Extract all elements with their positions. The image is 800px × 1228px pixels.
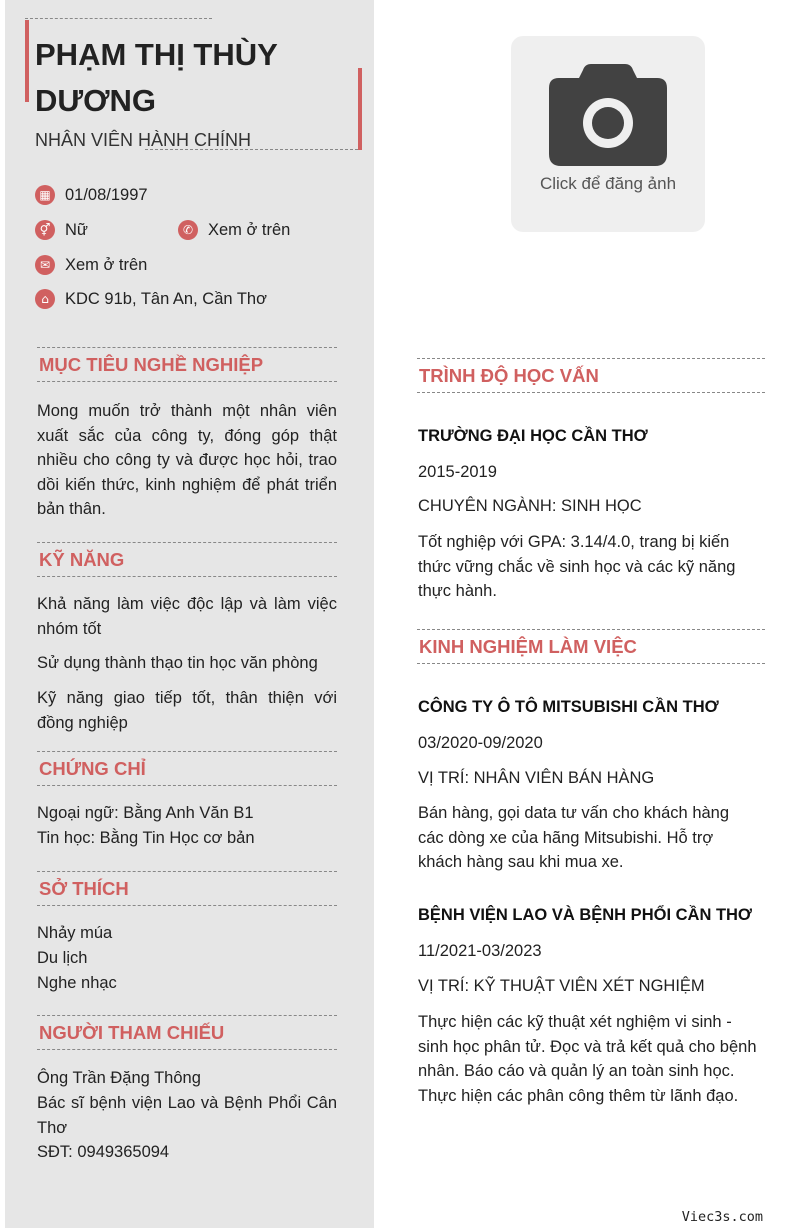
- certificate-item: Ngoại ngữ: Bằng Anh Văn B1: [37, 804, 254, 822]
- experience-heading: KINH NGHIỆM LÀM VIỆC: [417, 629, 765, 664]
- gender-value: Nữ: [65, 220, 88, 239]
- objective-text: Mong muốn trở thành một nhân viên xuất sắc của công ty, đóng góp thật nhiều cho công ty và được học hỏi, trao dồi kiến thức, kinh nghiệm để phát triển bản thân.: [37, 402, 337, 519]
- contact-address: [35, 289, 267, 309]
- email-value: Xem ở trên: [65, 255, 148, 274]
- experience-company: CÔNG TY Ô TÔ MITSUBISHI CẦN THƠ: [418, 698, 719, 716]
- header-accent-bar-right: [358, 68, 362, 150]
- skill-item: Kỹ năng giao tiếp tốt, thân thiện với đồng nghiệp: [37, 689, 337, 732]
- contact-gender: [35, 220, 88, 240]
- job-title: NHÂN VIÊN HÀNH CHÍNH: [35, 130, 252, 150]
- hobby-item: Nhảy múa: [37, 924, 113, 942]
- education-heading: TRÌNH ĐỘ HỌC VẤN: [417, 358, 765, 393]
- home-icon: ⌂: [35, 289, 55, 309]
- phone-icon: ✆: [178, 220, 198, 240]
- hobby-item: Nghe nhạc: [37, 974, 117, 992]
- education-description: Tốt nghiệp với GPA: 3.14/4.0, trang bị kiến thức vững chắc về sinh học và các kỹ năng thực hành.: [418, 533, 736, 601]
- name-header: [25, 18, 362, 150]
- phone-value: Xem ở trên: [208, 220, 291, 239]
- experience-position: VỊ TRÍ: KỸ THUẬT VIÊN XÉT NGHIỆM: [418, 977, 705, 995]
- experience-description: Bán hàng, gọi data tư vấn cho khách hàng các dòng xe của hãng Mitsubishi. Hỗ trợ khách hàng sau khi mua xe.: [418, 804, 730, 872]
- certificates-heading: CHỨNG CHỈ: [37, 751, 337, 786]
- experience-description: Thực hiện các kỹ thuật xét nghiệm vi sinh - sinh học phân tử. Đọc và trả kết quả cho bệnh nhân. Báo cáo và quản lý an toàn sinh học. Thực hiện các phân công thêm từ lãnh đạo.: [418, 1013, 757, 1105]
- experience-position: VỊ TRÍ: NHÂN VIÊN BÁN HÀNG: [418, 769, 655, 787]
- contact-birthday: [35, 185, 148, 205]
- camera-icon: [549, 64, 667, 166]
- birthday-value: 01/08/1997: [65, 185, 148, 204]
- experience-period: 11/2021-03/2023: [418, 942, 542, 960]
- education-period: 2015-2019: [418, 463, 497, 481]
- skill-item: Sử dụng thành thạo tin học văn phòng: [37, 654, 318, 672]
- footer-brand: Viec3s.com: [681, 1209, 763, 1225]
- photo-upload[interactable]: [511, 36, 705, 232]
- reference-phone: SĐT: 0949365094: [37, 1143, 170, 1161]
- contact-phone: [178, 220, 290, 240]
- hobbies-heading: SỞ THÍCH: [37, 871, 337, 906]
- gender-icon: ⚥: [35, 220, 55, 240]
- education-school: TRƯỜNG ĐẠI HỌC CẦN THƠ: [418, 427, 648, 445]
- header-top-divider: [25, 18, 212, 19]
- reference-position: Bác sĩ bệnh viện Lao và Bệnh Phổi Cân Thơ: [37, 1094, 337, 1137]
- objective-heading: MỤC TIÊU NGHỀ NGHIỆP: [37, 347, 337, 382]
- reference-name: Ông Trần Đặng Thông: [37, 1069, 201, 1087]
- contact-email: [35, 255, 147, 275]
- envelope-icon: ✉: [35, 255, 55, 275]
- references-heading: NGƯỜI THAM CHIẾU: [37, 1015, 337, 1050]
- certificate-item: Tin học: Bằng Tin Học cơ bản: [37, 829, 255, 847]
- education-major: CHUYÊN NGÀNH: SINH HỌC: [418, 497, 642, 515]
- full-name: PHẠM THỊ THÙY DƯƠNG: [35, 37, 278, 118]
- address-value: KDC 91b, Tân An, Cần Thơ: [65, 289, 267, 308]
- hobby-item: Du lịch: [37, 949, 88, 967]
- header-accent-bar-left: [25, 20, 29, 102]
- skills-heading: KỸ NĂNG: [37, 542, 337, 577]
- calendar-icon: ▦: [35, 185, 55, 205]
- experience-company: BỆNH VIỆN LAO VÀ BỆNH PHỔI CẦN THƠ: [418, 906, 753, 924]
- skill-item: Khả năng làm việc độc lập và làm việc nhóm tốt: [37, 595, 337, 638]
- photo-upload-label: Click để đăng ảnh: [539, 174, 677, 193]
- experience-period: 03/2020-09/2020: [418, 734, 543, 752]
